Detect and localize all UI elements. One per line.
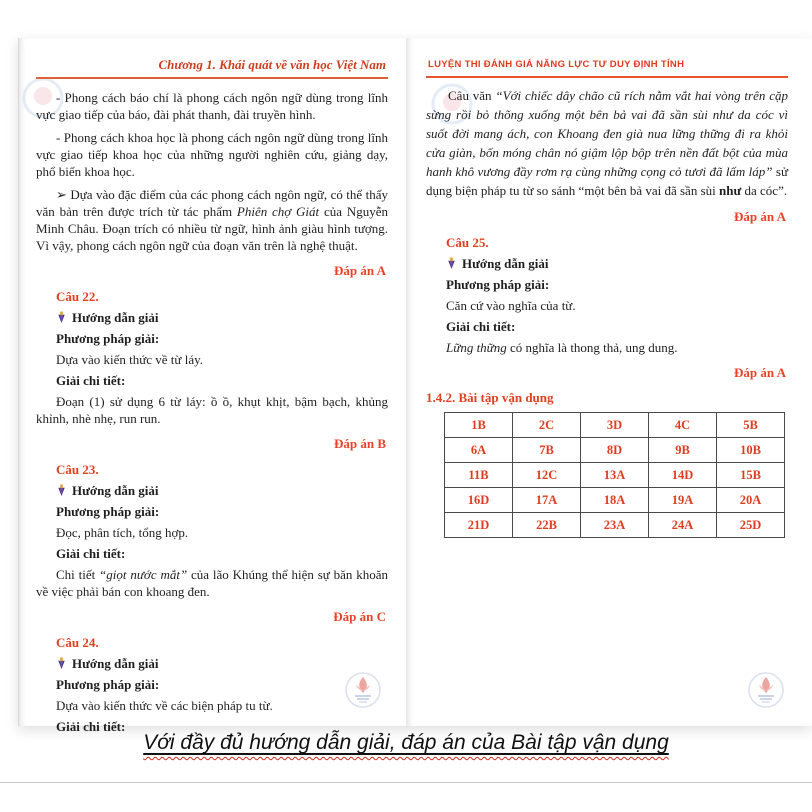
question-label: Câu 23. <box>56 462 99 477</box>
pen-icon <box>56 484 67 497</box>
detail-part: Chi tiết <box>56 567 100 582</box>
detail-label: Giải chi tiết: <box>446 319 516 334</box>
book-spread <box>18 38 812 734</box>
paragraph: - Phong cách khoa học là phong cách ngôn ngữ dùng trong lĩnh vực giao tiếp khoa học của những người nghiên cứu, giảng dạy, phổ biến khoa học. <box>36 130 388 179</box>
answer-cell: 22B <box>513 513 581 538</box>
table-row <box>445 513 785 538</box>
method-text: Dựa vào kiến thức về các biện pháp tu từ. <box>56 698 273 713</box>
paragraph-text: Câu văn <box>448 88 496 103</box>
answer-table <box>444 412 785 538</box>
answer-cell: 13A <box>581 463 649 488</box>
table-row <box>445 463 785 488</box>
answer-cell: 17A <box>513 488 581 513</box>
detail-quote: “giọt nước mắt” <box>99 567 188 582</box>
answer-cell: 2C <box>513 413 581 438</box>
detail-part: của lão Khúng thể hiện sự băn khoăn về việc phải bán con khoang đen. <box>36 567 389 599</box>
pen-icon <box>446 257 457 270</box>
answer-label: Đáp án B <box>333 436 386 451</box>
method-text: Đọc, phân tích, tổng hợp. <box>56 525 189 540</box>
paragraph-text: da cóc”. <box>741 183 788 198</box>
paragraph-text: ➢ Dựa vào đặc điểm của các phong cách ngôn ngữ, có thể thấy văn bản trên được trích từ tác phẩm <box>36 187 388 219</box>
method-text: Căn cứ vào nghĩa của từ. <box>446 298 576 313</box>
answer-label: Đáp án A <box>733 365 786 380</box>
paragraph: - Phong cách báo chí là phong cách ngôn ngữ dùng trong lĩnh vực giao tiếp của báo, đài phát thanh, đài truyền hình. <box>36 90 388 122</box>
guide-heading <box>36 482 388 499</box>
answer-cell: 16D <box>445 488 513 513</box>
answer-cell: 10B <box>717 438 785 463</box>
guide-heading <box>426 255 788 272</box>
paragraph <box>426 86 788 200</box>
divider-line <box>0 782 812 783</box>
method-label: Phương pháp giải: <box>446 277 550 292</box>
book-title-header: LUYỆN THI ĐÁNH GIÁ NĂNG LỰC TƯ DUY ĐỊNH TÍNH <box>426 52 788 78</box>
chapter-header: Chương 1. Khái quát về văn học Việt Nam <box>36 52 388 79</box>
question-label: Câu 25. <box>446 235 489 250</box>
answer-cell: 12C <box>513 463 581 488</box>
answer-cell: 6A <box>445 438 513 463</box>
detail-label: Giải chi tiết: <box>56 373 126 388</box>
section-heading: 1.4.2. Bài tập vận dụng <box>426 390 554 405</box>
caption-text: Với đầy đủ hướng dẫn giải, đáp án của Bài tập vận dụng <box>143 731 669 754</box>
answer-cell: 20A <box>717 488 785 513</box>
answer-cell: 24A <box>649 513 717 538</box>
question-label: Câu 22. <box>56 289 99 304</box>
pen-icon <box>56 657 67 670</box>
detail-text <box>426 339 788 356</box>
answer-cell: 15B <box>717 463 785 488</box>
publisher-logo-icon <box>746 670 786 714</box>
table-row <box>445 488 785 513</box>
answer-cell: 14D <box>649 463 717 488</box>
guide-text: Hướng dẫn giải <box>462 256 549 271</box>
answer-table-body <box>445 413 785 538</box>
answer-cell: 7B <box>513 438 581 463</box>
method-text: Dựa vào kiến thức về từ láy. <box>56 352 203 367</box>
answer-cell: 9B <box>649 438 717 463</box>
method-label: Phương pháp giải: <box>56 504 160 519</box>
detail-part: có nghĩa là thong thả, ung dung. <box>506 340 678 355</box>
detail-label: Giải chi tiết: <box>56 719 126 734</box>
answer-cell: 25D <box>717 513 785 538</box>
detail-term: Lững thững <box>446 340 507 355</box>
answer-cell: 21D <box>445 513 513 538</box>
method-label: Phương pháp giải: <box>56 331 160 346</box>
guide-text: Hướng dẫn giải <box>72 483 159 498</box>
emphasis-word: như <box>719 183 742 198</box>
page-right <box>406 38 812 726</box>
answer-cell: 11B <box>445 463 513 488</box>
paragraph <box>36 186 388 254</box>
answer-cell: 4C <box>649 413 717 438</box>
detail-text: Đoạn (1) sử dụng 6 từ láy: ồ ồ, khụt khịt, bậm bạch, khủng khỉnh, nhè nhẹ, run run. <box>36 394 388 426</box>
answer-cell: 3D <box>581 413 649 438</box>
work-title: Phiên chợ Giát <box>236 204 320 219</box>
answer-label: Đáp án A <box>733 209 786 224</box>
answer-label: Đáp án C <box>333 609 386 624</box>
table-row <box>445 438 785 463</box>
guide-text: Hướng dẫn giải <box>72 656 159 671</box>
answer-cell: 8D <box>581 438 649 463</box>
caption <box>0 731 812 755</box>
answer-cell: 18A <box>581 488 649 513</box>
answer-label: Đáp án A <box>333 263 386 278</box>
page-left <box>18 38 406 734</box>
answer-cell: 23A <box>581 513 649 538</box>
guide-heading <box>36 655 388 672</box>
method-label: Phương pháp giải: <box>56 677 160 692</box>
guide-text: Hướng dẫn giải <box>72 310 159 325</box>
detail-text <box>36 566 388 600</box>
quoted-passage: “Với chiếc dây chão cũ rích nằm vắt hai vòng trên cặp sừng rồi bỏ thõng xuống một bên bả vai đã sần sùi như da cóc vì suốt đời mang ách, con Khoang đen già nua lững thững đi ra khỏi cửa giàn, bốn móng chân nó giậm lộp bộp trên nền đất bột của mùa hanh khô vương đầy rơm rạ cùng những cọng cỏ tươi đã lấm láp” <box>426 88 788 179</box>
answer-cell: 19A <box>649 488 717 513</box>
answer-cell: 5B <box>717 413 785 438</box>
detail-label: Giải chi tiết: <box>56 546 126 561</box>
paragraph-text: sử dụng biện pháp tu từ so sánh “một bên bả vai đã sần sùi <box>426 164 789 198</box>
guide-heading <box>36 309 388 326</box>
question-label: Câu 24. <box>56 635 99 650</box>
paragraph-text: của Nguyễn Minh Châu. Đoạn trích có nhiều từ ngữ, hình ảnh giàu hình tượng. Vì vậy, phong cách ngôn ngữ của đoạn văn trên là nghệ thuật. <box>36 204 388 253</box>
table-row <box>445 413 785 438</box>
pen-icon <box>56 311 67 324</box>
answer-cell: 1B <box>445 413 513 438</box>
